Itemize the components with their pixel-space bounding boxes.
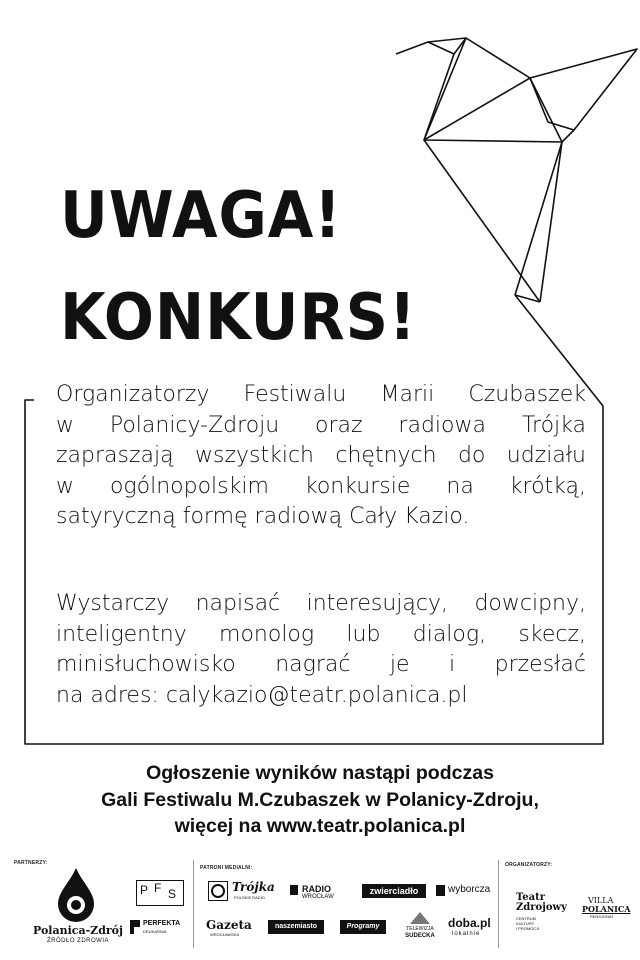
paragraph-line: w ogólnopolskim konkursie na krótką, [56,473,586,499]
pfs-letter: P [140,883,149,897]
instructions-paragraph [56,589,586,711]
teatr-sub: KULTURY [516,921,535,926]
logo-divider [498,860,499,948]
villa-polanica-logo [576,896,632,926]
trojka-icon [208,881,228,901]
pfs-logo [136,880,184,906]
paragraph-line: zapraszają wszystkich chętnych do udziału [56,443,586,468]
logo-divider [193,860,194,948]
pfs-letter: F [154,881,162,895]
trojka-name: Trójka [232,880,275,894]
wyborcza-logo [436,884,492,898]
polanica-name: Polanica-Zdrój [32,924,124,937]
teatr-line2: Zdrojowy [516,902,567,913]
gazeta-wroclawska-logo [206,918,262,938]
tv-line2: SUDECKA [405,933,435,939]
teatr-sub: CENTRUM [516,916,536,921]
announcement-line: Gali Festiwalu M.Czubaszek w Polanicy-Zdroju, [101,788,539,811]
headline-konkurs: KONKURS! [60,281,417,355]
results-announcement [0,760,640,840]
wyborcza-name: wyborcza [448,884,491,895]
trojka-logo [208,880,274,902]
doba-name: doba.pl [448,916,491,930]
perfekta-logo [130,918,190,938]
doba-logo [448,916,494,942]
contact-email-line: na adres: calykazio@teatr.polanica.pl [56,682,468,708]
villa-sub: PENSJONAT [590,914,614,919]
announcement-line: Ogłoszenie wyników nastąpi podczas [146,762,494,784]
perfekta-name: PERFEKTA [143,920,181,927]
wyborcza-mark-icon [436,885,445,896]
teatr-line1: Teatr [516,892,546,903]
telewizja-sudecka-logo [400,912,440,944]
website-link[interactable]: więcej na www.teatr.polanica.pl [174,815,466,837]
radio-sub: WROCŁAW [302,894,334,900]
radio-mark-icon [290,885,298,895]
paragraph-line: minisłuchowisko nagrać je i przesłać [56,652,586,677]
tv-line1: TELEWIZJA [406,926,434,932]
radio-name: RADIO [302,884,331,894]
naszemiasto-logo: naszemiasto [268,920,324,934]
paragraph-line: satyryczną formę radiową Cały Kazio. [56,504,470,529]
perfekta-sub: DRUKARNIA [143,929,167,934]
polanica-tagline: ŹRÓDŁO ZDROWIA [47,938,109,944]
teatr-sub: I PROMOCJI [516,926,540,931]
doba-sub: lokalnie [452,931,481,937]
mountain-icon [410,912,430,924]
programy-logo: Programy [340,920,386,934]
paragraph-line: w Polanicy-Zdroju oraz radiowa Trójka [56,412,586,438]
zwierciadlo-logo: zwierciadło [362,884,426,898]
trojka-sub: POLSKIE RADIO [234,895,265,900]
pfs-letter: S [168,887,177,901]
intro-paragraph [56,380,586,533]
radio-wroclaw-logo [290,884,350,902]
paragraph-line: inteligentny monolog lub dialog, skecz, [56,621,586,647]
teatr-zdrojowy-logo [516,892,572,938]
villa-line2: POLANICA [582,904,631,914]
paragraph-line: Organizatorzy Festiwalu Marii Czubaszek [56,382,586,407]
gazeta-name: Gazeta [206,918,252,932]
perfekta-mark-icon [130,920,140,934]
gazeta-sub: WROCŁAWSKA [210,932,240,937]
organizers-label: ORGANIZATORZY: [505,862,553,868]
villa-line1: VILLA [588,896,614,905]
paragraph-line: Wystarczy napisać interesujący, dowcipny, [56,591,586,616]
water-drop-icon [56,866,96,922]
polanica-zdroj-logo [18,866,138,946]
partners-label: PARTNERZY: [14,860,48,866]
headline-uwaga: UWAGA! [60,179,342,253]
media-patrons-label: PATRONI MEDIALNI: [200,865,253,871]
